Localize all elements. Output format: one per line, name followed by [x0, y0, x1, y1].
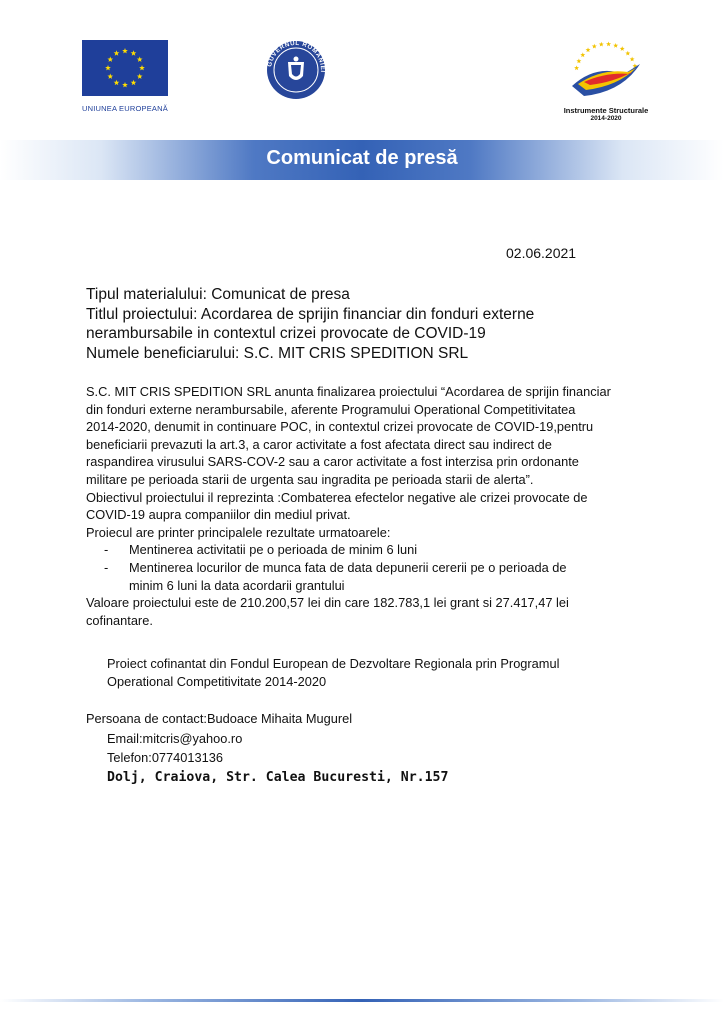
government-seal-logo: [266, 40, 326, 100]
cofinancing-note: [107, 655, 627, 690]
body-line: beneficiarii prevazuti la art.3, a caror activitate a fost afectata direct sau indirect de: [86, 436, 552, 452]
eu-caption: UNIUNEA EUROPEANĂ: [82, 104, 168, 113]
project-title-line2: nerambursabile in contextul crizei provocate de COVID-19: [86, 325, 486, 342]
list-item: [86, 541, 646, 559]
contact-info: [86, 709, 626, 787]
structural-instruments-caption: Instrumente Structurale: [563, 106, 649, 115]
document-date: 02.06.2021: [506, 245, 577, 261]
contact-email: Email:mitcris@yahoo.ro: [107, 730, 243, 746]
contact-address: Dolj, Craiova, Str. Calea Bucuresti, Nr.157: [107, 769, 449, 785]
document-meta: [86, 285, 626, 363]
list-item: [86, 559, 646, 594]
list-item-text: Mentinerea activitatii pe o perioada de minim 6 luni: [129, 542, 418, 558]
objective-line: Obiectivul proiectului il reprezinta :Combaterea efectelor negative ale crizei provocate de: [86, 489, 588, 505]
document-body: [86, 383, 646, 629]
beneficiary-name: Numele beneficiarului: S.C. MIT CRIS SPEDITION SRL: [86, 344, 469, 362]
structural-instruments-logo: [556, 34, 656, 122]
list-item-text: Mentinerea locurilor de munca fata de data depunerii cererii pe o perioada de: [129, 559, 567, 575]
body-line: 2014-2020, denumit in continuare POC, in contextul crizei provocate de COVID-19,pentru: [86, 419, 594, 435]
objective-line: COVID-19 aupra companiilor din mediul privat.: [86, 507, 351, 523]
structural-instruments-icon: [562, 34, 646, 104]
footer-divider: [0, 999, 724, 1002]
body-line: raspandirea virusului SARS-COV-2 sau a caror activitate a fost interzisa prin ordonante: [86, 454, 579, 470]
material-type: Tipul materialului: Comunicat de presa: [86, 286, 350, 303]
svg-text:GUVERNUL ROMÂNIEI: GUVERNUL ROMÂNIEI: [266, 40, 326, 73]
bullet-dash: -: [104, 542, 109, 558]
press-release-banner: [0, 140, 724, 180]
banner-title: Comunicat de presă: [266, 147, 458, 169]
project-value-line: Valoare proiectului este de 210.200,57 lei din care 182.783,1 lei grant si 27.417,47 lei: [86, 595, 569, 611]
government-seal-icon: [266, 40, 326, 100]
structural-instruments-years: 2014-2020: [590, 115, 622, 122]
note-line: Operational Competitivitate 2014-2020: [107, 673, 327, 689]
note-line: Proiect cofinantat din Fondul European de Dezvoltare Regionala prin Programul: [107, 656, 560, 671]
contact-person: Persoana de contact:Budoace Mihaita Mugurel: [86, 711, 353, 726]
eu-logo: [82, 40, 170, 113]
contact-phone: Telefon:0774013136: [107, 750, 223, 765]
results-list: [86, 541, 646, 594]
body-line: militare pe perioada starii de urgenta sau ingradita pe perioada starii de alerta”.: [86, 471, 534, 487]
bullet-dash: -: [104, 559, 109, 575]
list-item-text: minim 6 luni la data acordarii grantului: [129, 577, 345, 593]
project-value-line: cofinantare.: [86, 612, 153, 628]
body-line: din fonduri externe nerambursabile, aferente Programului Operational Competitivitatea: [86, 401, 576, 417]
results-intro: Proiecul are printer principalele rezultate urmatoarele:: [86, 524, 391, 540]
eu-flag-icon: [82, 40, 168, 96]
project-title-line1: Titlul proiectului: Acordarea de sprijin financiar din fonduri externe: [86, 305, 535, 323]
body-line: S.C. MIT CRIS SPEDITION SRL anunta finalizarea proiectului “Acordarea de sprijin financiar: [86, 384, 611, 399]
